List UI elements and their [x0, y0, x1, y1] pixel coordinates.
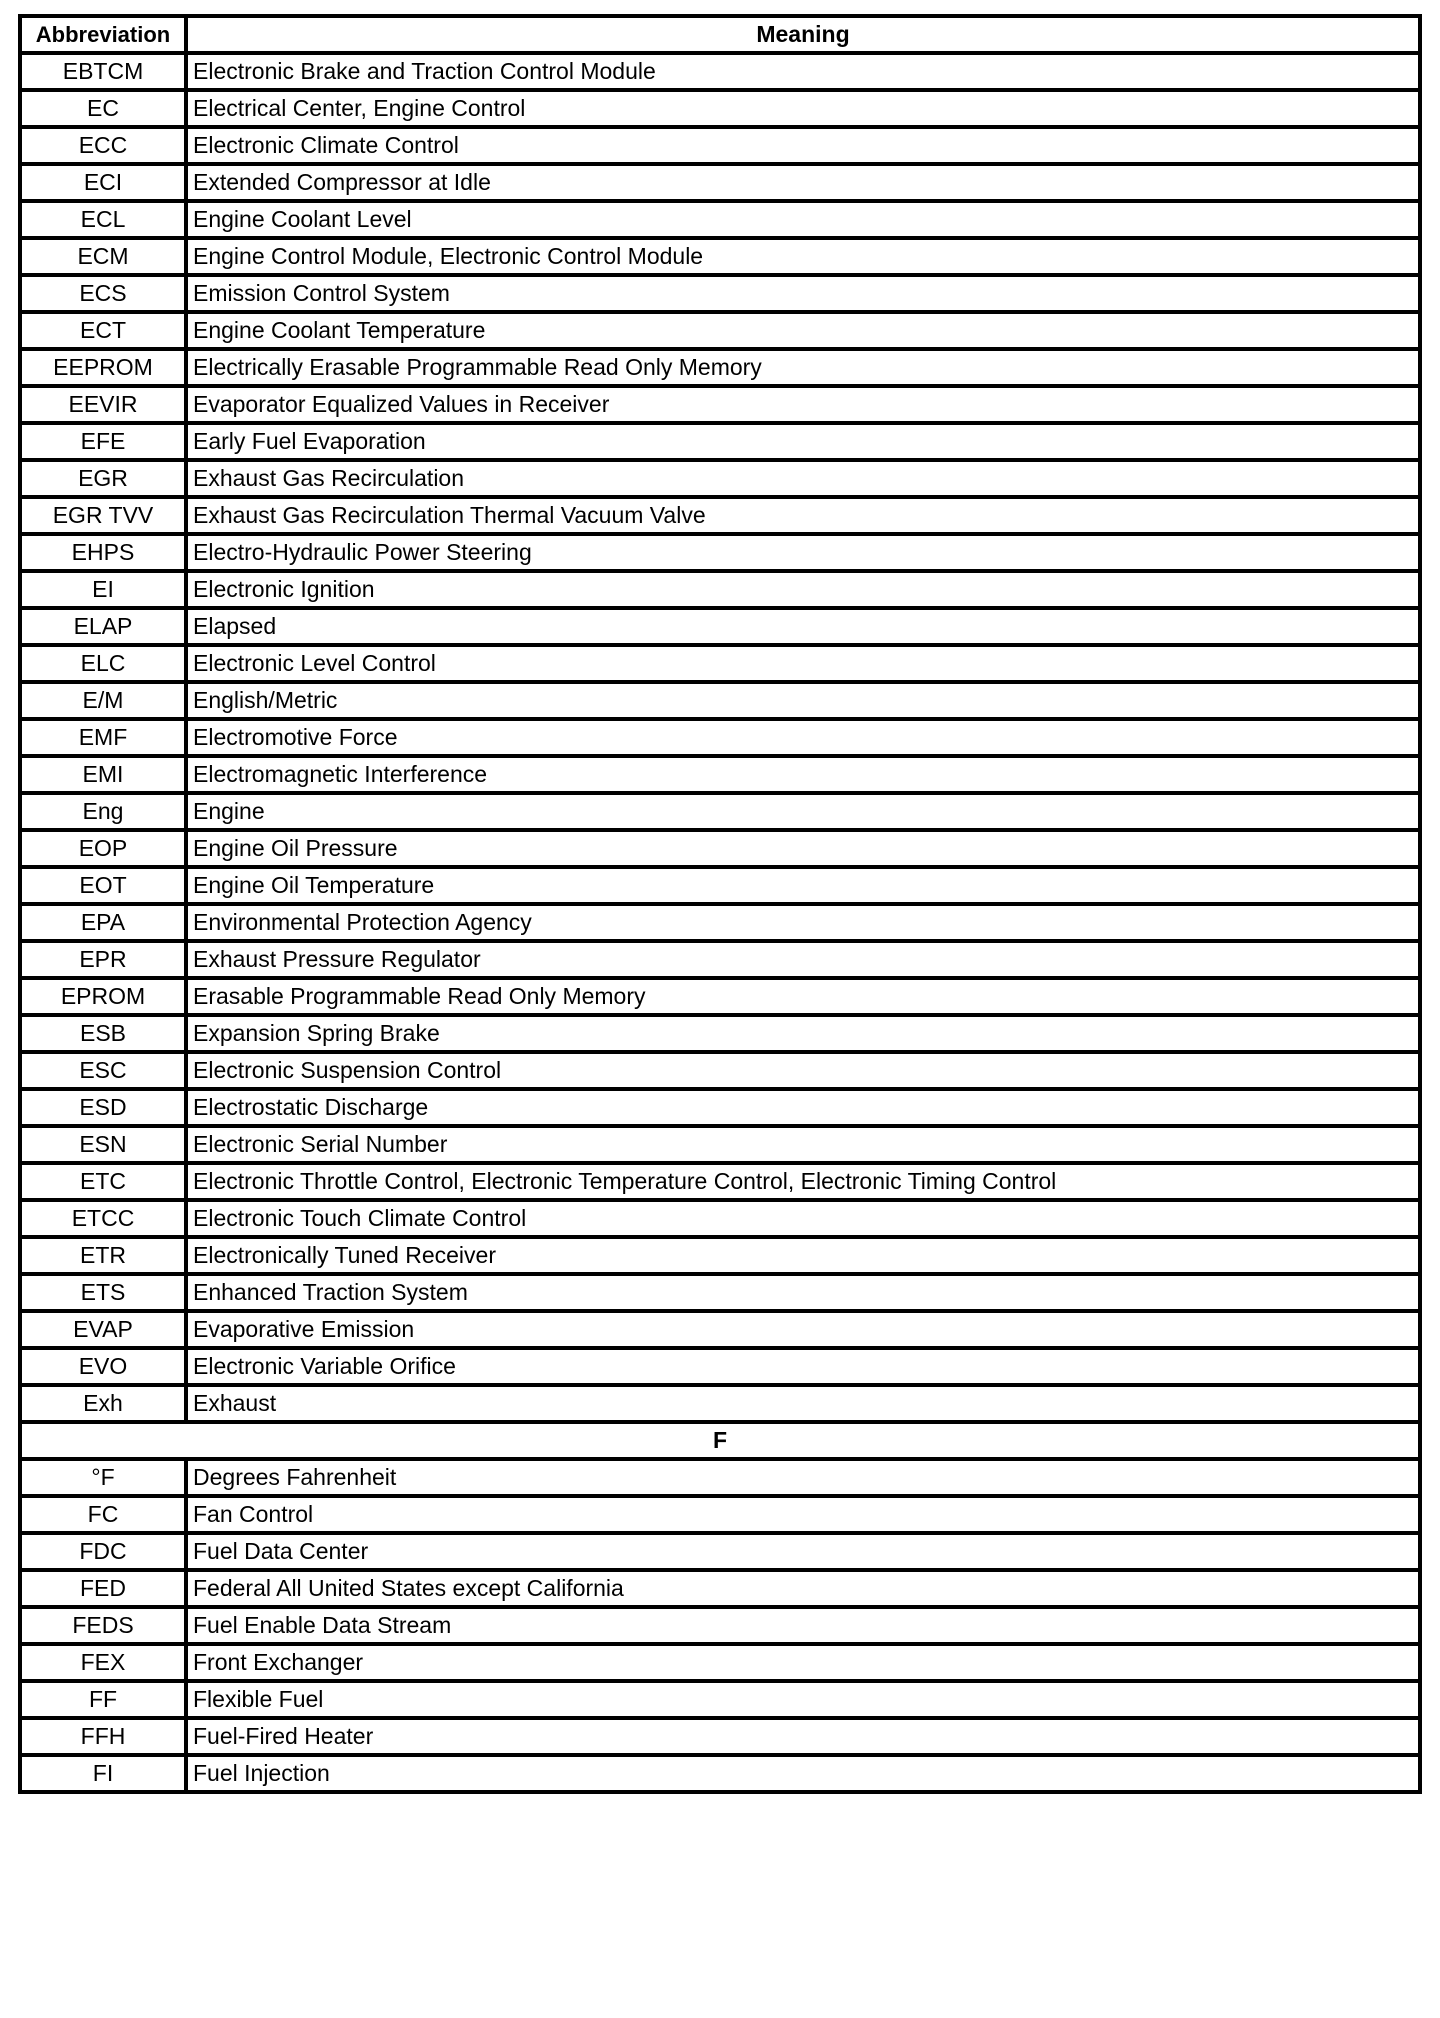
abbreviation-cell: ECL	[20, 201, 186, 238]
abbreviation-cell: EBTCM	[20, 53, 186, 90]
table-row	[20, 1126, 1420, 1163]
table-row	[20, 497, 1420, 534]
abbreviation-cell: ECS	[20, 275, 186, 312]
abbreviation-cell: Eng	[20, 793, 186, 830]
table-row	[20, 941, 1420, 978]
table-row	[20, 719, 1420, 756]
table-row	[20, 423, 1420, 460]
abbreviation-cell: FF	[20, 1681, 186, 1718]
abbreviation-cell: EVAP	[20, 1311, 186, 1348]
meaning-cell: Front Exchanger	[186, 1644, 1420, 1681]
abbreviation-cell: EOT	[20, 867, 186, 904]
meaning-cell: Exhaust Pressure Regulator	[186, 941, 1420, 978]
abbreviation-cell: ETC	[20, 1163, 186, 1200]
table-row	[20, 756, 1420, 793]
abbreviation-cell: E/M	[20, 682, 186, 719]
table-row	[20, 1718, 1420, 1755]
table-row	[20, 1459, 1420, 1496]
abbreviation-cell: ECM	[20, 238, 186, 275]
meaning-cell: Fuel-Fired Heater	[186, 1718, 1420, 1755]
abbreviation-cell: ETCC	[20, 1200, 186, 1237]
meaning-cell: Electronic Serial Number	[186, 1126, 1420, 1163]
table-row	[20, 1089, 1420, 1126]
table-row	[20, 904, 1420, 941]
abbreviation-cell: ECC	[20, 127, 186, 164]
abbreviation-cell: EPA	[20, 904, 186, 941]
table-row	[20, 867, 1420, 904]
abbreviation-cell: FEDS	[20, 1607, 186, 1644]
meaning-cell: Evaporative Emission	[186, 1311, 1420, 1348]
abbreviation-cell: ECI	[20, 164, 186, 201]
table-row	[20, 164, 1420, 201]
abbreviation-cell: EPR	[20, 941, 186, 978]
meaning-cell: Engine Control Module, Electronic Control Module	[186, 238, 1420, 275]
meaning-cell: Electronic Ignition	[186, 571, 1420, 608]
meaning-cell: Electrically Erasable Programmable Read Only Memory	[186, 349, 1420, 386]
meaning-cell: Extended Compressor at Idle	[186, 164, 1420, 201]
meaning-cell: Engine Oil Pressure	[186, 830, 1420, 867]
abbreviation-cell: EEPROM	[20, 349, 186, 386]
abbreviation-table	[18, 14, 1422, 1794]
table-row	[20, 1644, 1420, 1681]
table-row	[20, 127, 1420, 164]
meaning-cell: English/Metric	[186, 682, 1420, 719]
meaning-cell: Evaporator Equalized Values in Receiver	[186, 386, 1420, 423]
table-row	[20, 275, 1420, 312]
table-row	[20, 1052, 1420, 1089]
abbreviation-cell: ESB	[20, 1015, 186, 1052]
abbreviation-cell: EHPS	[20, 534, 186, 571]
abbreviation-cell: ELAP	[20, 608, 186, 645]
abbreviation-cell: ETS	[20, 1274, 186, 1311]
header-meaning: Meaning	[186, 16, 1420, 53]
abbreviation-cell: EI	[20, 571, 186, 608]
table-row	[20, 460, 1420, 497]
abbreviation-cell: EMF	[20, 719, 186, 756]
meaning-cell: Electro-Hydraulic Power Steering	[186, 534, 1420, 571]
table-row	[20, 1200, 1420, 1237]
meaning-cell: Engine	[186, 793, 1420, 830]
table-row	[20, 1570, 1420, 1607]
abbreviation-cell: ELC	[20, 645, 186, 682]
meaning-cell: Electromotive Force	[186, 719, 1420, 756]
table-row	[20, 1533, 1420, 1570]
meaning-cell: Electronically Tuned Receiver	[186, 1237, 1420, 1274]
table-row	[20, 1755, 1420, 1792]
table-row	[20, 571, 1420, 608]
table-row	[20, 793, 1420, 830]
abbreviation-cell: FC	[20, 1496, 186, 1533]
meaning-cell: Elapsed	[186, 608, 1420, 645]
meaning-cell: Expansion Spring Brake	[186, 1015, 1420, 1052]
meaning-cell: Engine Oil Temperature	[186, 867, 1420, 904]
table-row	[20, 201, 1420, 238]
abbreviation-cell: EVO	[20, 1348, 186, 1385]
meaning-cell: Fan Control	[186, 1496, 1420, 1533]
meaning-cell: Federal All United States except California	[186, 1570, 1420, 1607]
meaning-cell: Electronic Touch Climate Control	[186, 1200, 1420, 1237]
abbreviation-cell: ECT	[20, 312, 186, 349]
abbreviation-cell: FI	[20, 1755, 186, 1792]
table-row	[20, 312, 1420, 349]
meaning-cell: Electronic Level Control	[186, 645, 1420, 682]
header-row	[20, 16, 1420, 53]
abbreviation-cell: EOP	[20, 830, 186, 867]
abbreviation-cell: FEX	[20, 1644, 186, 1681]
table-row	[20, 1311, 1420, 1348]
meaning-cell: Electronic Brake and Traction Control Module	[186, 53, 1420, 90]
meaning-cell: Exhaust Gas Recirculation Thermal Vacuum Valve	[186, 497, 1420, 534]
abbreviation-cell: °F	[20, 1459, 186, 1496]
table-row	[20, 1681, 1420, 1718]
table-row	[20, 830, 1420, 867]
meaning-cell: Degrees Fahrenheit	[186, 1459, 1420, 1496]
table-row	[20, 1385, 1420, 1422]
meaning-cell: Erasable Programmable Read Only Memory	[186, 978, 1420, 1015]
section-heading: F	[20, 1422, 1420, 1459]
abbreviation-cell: FDC	[20, 1533, 186, 1570]
meaning-cell: Enhanced Traction System	[186, 1274, 1420, 1311]
meaning-cell: Electronic Climate Control	[186, 127, 1420, 164]
abbreviation-cell: FFH	[20, 1718, 186, 1755]
abbreviation-cell: ETR	[20, 1237, 186, 1274]
table-row	[20, 90, 1420, 127]
table-row	[20, 1348, 1420, 1385]
section-row	[20, 1422, 1420, 1459]
abbreviation-cell: EFE	[20, 423, 186, 460]
table-row	[20, 978, 1420, 1015]
meaning-cell: Emission Control System	[186, 275, 1420, 312]
table-row	[20, 682, 1420, 719]
abbreviation-cell: Exh	[20, 1385, 186, 1422]
table-body	[20, 53, 1420, 1792]
abbreviation-cell: EGR	[20, 460, 186, 497]
abbreviation-cell: EPROM	[20, 978, 186, 1015]
table-row	[20, 645, 1420, 682]
table-row	[20, 608, 1420, 645]
meaning-cell: Electronic Throttle Control, Electronic Temperature Control, Electronic Timing Control	[186, 1163, 1420, 1200]
meaning-cell: Electrical Center, Engine Control	[186, 90, 1420, 127]
meaning-cell: Engine Coolant Temperature	[186, 312, 1420, 349]
meaning-cell: Electronic Suspension Control	[186, 1052, 1420, 1089]
meaning-cell: Electrostatic Discharge	[186, 1089, 1420, 1126]
meaning-cell: Early Fuel Evaporation	[186, 423, 1420, 460]
table-row	[20, 1015, 1420, 1052]
meaning-cell: Exhaust	[186, 1385, 1420, 1422]
table-row	[20, 1496, 1420, 1533]
table-row	[20, 534, 1420, 571]
table-row	[20, 386, 1420, 423]
abbreviation-cell: ESN	[20, 1126, 186, 1163]
meaning-cell: Engine Coolant Level	[186, 201, 1420, 238]
table-row	[20, 53, 1420, 90]
abbreviation-cell: ESD	[20, 1089, 186, 1126]
table-row	[20, 1237, 1420, 1274]
table-row	[20, 238, 1420, 275]
abbreviation-cell: ESC	[20, 1052, 186, 1089]
abbreviation-cell: EGR TVV	[20, 497, 186, 534]
meaning-cell: Environmental Protection Agency	[186, 904, 1420, 941]
header-abbreviation: Abbreviation	[20, 16, 186, 53]
meaning-cell: Flexible Fuel	[186, 1681, 1420, 1718]
abbreviation-cell: EMI	[20, 756, 186, 793]
meaning-cell: Electromagnetic Interference	[186, 756, 1420, 793]
table-row	[20, 349, 1420, 386]
table-row	[20, 1163, 1420, 1200]
abbreviation-cell: EC	[20, 90, 186, 127]
abbreviation-cell: EEVIR	[20, 386, 186, 423]
abbreviation-cell: FED	[20, 1570, 186, 1607]
meaning-cell: Electronic Variable Orifice	[186, 1348, 1420, 1385]
table-row	[20, 1607, 1420, 1644]
table-row	[20, 1274, 1420, 1311]
meaning-cell: Fuel Injection	[186, 1755, 1420, 1792]
meaning-cell: Fuel Enable Data Stream	[186, 1607, 1420, 1644]
meaning-cell: Exhaust Gas Recirculation	[186, 460, 1420, 497]
meaning-cell: Fuel Data Center	[186, 1533, 1420, 1570]
